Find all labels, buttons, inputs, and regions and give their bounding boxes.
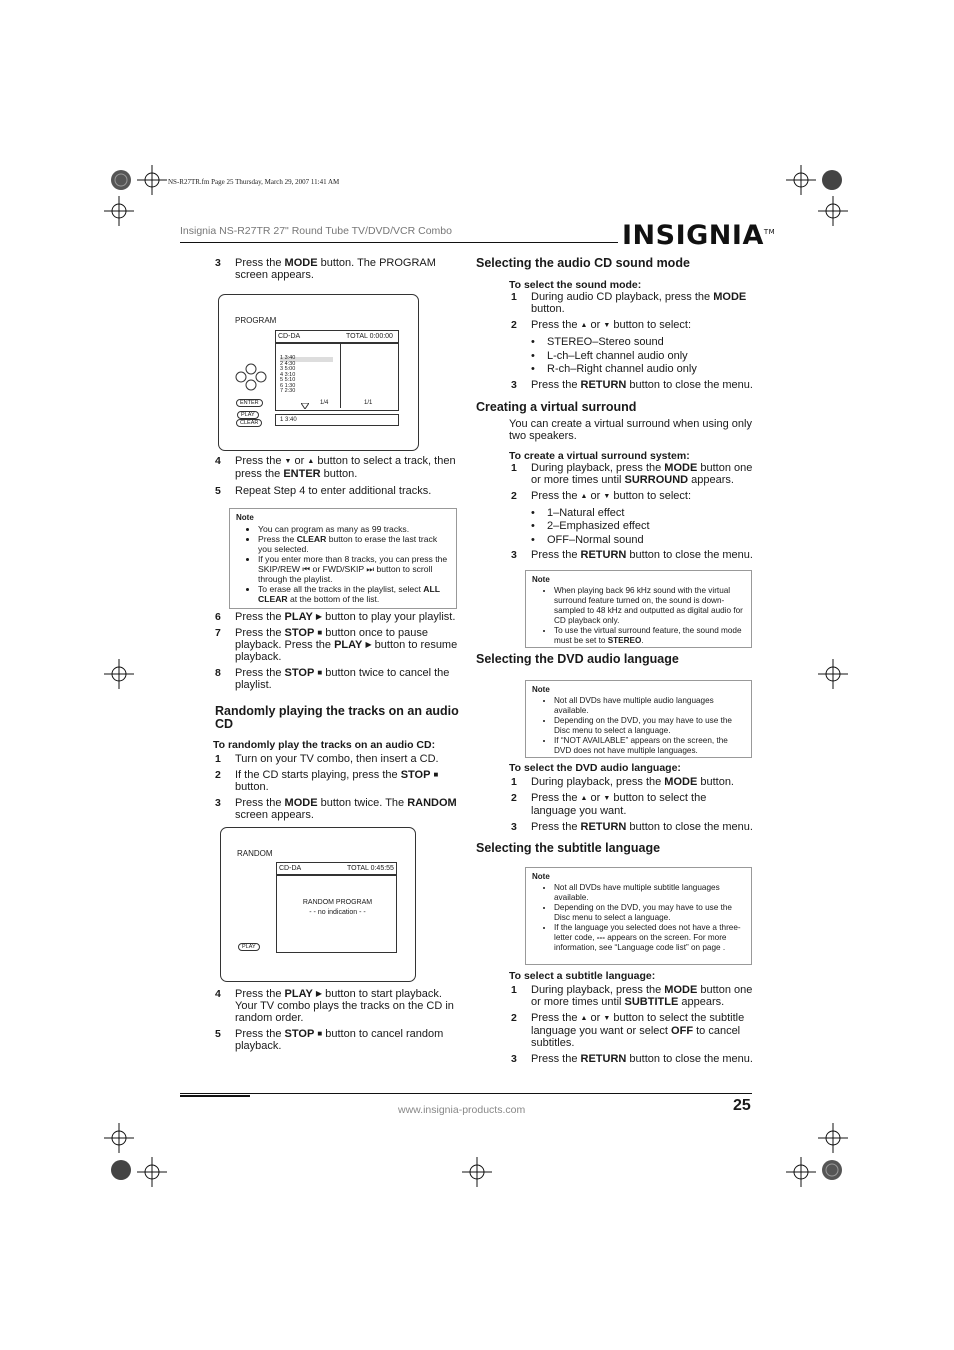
page-header-title: Insignia NS-R27TR 27" Round Tube TV/DVD/VCR Combo	[180, 225, 452, 237]
step: 3 Press the MODE button twice. The RANDOM screen appears.	[215, 797, 457, 821]
stop-icon: ■	[317, 668, 323, 677]
step: 7 Press the STOP ■ button once to pause playback. Press the PLAY ▶ button to resume playback.	[215, 627, 458, 663]
surround-option: • OFF–Normal sound	[531, 534, 754, 548]
program-track: 2 4:30	[280, 360, 296, 367]
crosshair-icon	[818, 659, 848, 689]
surround-option: • 1–Natural effect	[531, 507, 754, 521]
program-track: 5 5:10	[280, 377, 296, 383]
step: 6 Press the PLAY ▶ button to play your playlist.	[215, 611, 456, 623]
procedure-heading: To randomly play the tracks on an audio CD:	[213, 739, 436, 751]
procedure-heading: To select the sound mode:	[509, 279, 642, 291]
brand-logo: INSIGNIA™	[622, 220, 776, 251]
clear-button-icon: CLEAR	[236, 419, 262, 427]
right-column-subtitle	[476, 970, 754, 1065]
step: 2 If the CD starts playing, press the STOP ■ button.	[215, 769, 439, 793]
track-list-panel: 1 3:40 2 4:30 3 5:00 4 3:10 5 5:10 6 1:30 7 2:30 1/4 1/1	[275, 343, 399, 411]
paragraph: You can create a virtual surround when using only two speakers.	[509, 417, 752, 442]
stop-icon: ■	[317, 1029, 323, 1038]
play-button-icon: PLAY	[238, 943, 260, 951]
registration-mark-icon	[817, 165, 847, 195]
crosshair-icon	[137, 1157, 167, 1187]
step: 4 Press the PLAY ▶ button to start playback. Your TV combo plays the tracks on the CD in random order.	[215, 988, 454, 1024]
step: 1 Turn on your TV combo, then insert a CD.	[215, 753, 439, 765]
crosshair-icon	[104, 659, 134, 689]
screen-top-bar: CD-DA TOTAL 0:45:55	[276, 862, 397, 875]
down-triangle-icon	[301, 403, 309, 409]
procedure-heading: To create a virtual surround system:	[509, 449, 690, 462]
registration-mark-icon	[106, 165, 136, 195]
step: 3 Press the RETURN button to close the menu.	[511, 1053, 753, 1065]
note-box: Note • You can program as many as 99 tracks. • Press the CLEAR button to erase the last track you selected. • If you enter more than 8 tracks, you can press the SKIP/REW ⏮ or FWD/SKIP ⏭ button to scroll through the playlist. • To erase all the tracks in the playlist, select ALL CLEAR at the bottom of the list.	[229, 508, 457, 609]
option-list	[531, 336, 754, 377]
header-rule	[180, 242, 618, 243]
footer-rule-accent	[180, 1095, 250, 1097]
screen-top-bar: CD-DA TOTAL 0:00:00	[275, 330, 399, 343]
sound-mode-option: • R-ch–Right channel audio only	[531, 363, 754, 377]
step: 1 During playback, press the MODE button one or more times until SURROUND appears.	[511, 461, 753, 486]
section-heading: Selecting the DVD audio language	[476, 652, 679, 666]
step: 3 Press the MODE button. The PROGRAM screen appears.	[215, 257, 436, 281]
program-track: 3 5:00	[280, 366, 296, 372]
stop-icon: ■	[317, 628, 323, 637]
step: 2 Press the ▲ or ▼ button to select:	[511, 319, 754, 332]
stop-icon: ■	[433, 770, 439, 779]
note-box: Note • Not all DVDs have multiple subtitle languages available. • Depending on the DVD, you may have to use the Disc menu to select a language. • If the language you selected does not have a three-letter code, --- appears on the screen. For more information, see “Language code list” on page .	[525, 867, 752, 965]
left-column-steps-2	[215, 611, 460, 821]
step: 2 Press the ▲ or ▼ button to select:	[511, 490, 754, 503]
crosshair-icon	[104, 1123, 134, 1153]
step: 8 Press the STOP ■ button twice to cancel the playlist.	[215, 667, 450, 691]
section-heading: Selecting the audio CD sound mode	[476, 256, 690, 270]
enter-button-icon: ENTER	[236, 399, 263, 407]
right-column-dvd	[476, 762, 754, 855]
section-heading: Randomly playing the tracks on an audio CD	[215, 704, 459, 731]
step: 4 Press the ▼ or ▲ button to select a track, then press the ENTER button.	[215, 455, 460, 480]
step: 2 Press the ▲ or ▼ button to select the subtitle language you want or select OFF to cancel subtitles.	[511, 1012, 754, 1049]
skip-rew-icon: ⏮	[302, 564, 311, 574]
file-info: NS-R27TR.fm Page 25 Thursday, March 29, 2007 11:41 AM	[168, 178, 340, 186]
note-box: Note • When playing back 96 kHz sound with the virtual surround feature turned on, the sound is down-sampled to 48 kHz and outputted as digital audio for CD playback only. • To use the virtual surround feature, the sound mode must be set to STEREO.	[525, 570, 752, 648]
section-heading: Selecting the subtitle language	[476, 841, 661, 855]
arrow-pad-icon	[233, 363, 269, 391]
sound-mode-option: • STEREO–Stereo sound	[531, 336, 754, 350]
step: 1 During playback, press the MODE button.	[511, 776, 734, 788]
crosshair-icon	[818, 1123, 848, 1153]
random-message-panel: RANDOM PROGRAM - - no indication - -	[276, 875, 397, 953]
screen-title: PROGRAM	[235, 316, 277, 325]
crosshair-icon	[786, 1157, 816, 1187]
crosshair-icon	[462, 1157, 492, 1187]
program-track: 4 3:10	[280, 371, 296, 378]
crosshair-icon	[818, 196, 848, 226]
step: 3 Press the RETURN button to close the menu.	[511, 821, 753, 833]
program-track: 6 1:30	[280, 382, 296, 389]
program-track: 1 3:40	[280, 355, 296, 361]
step: 3 Press the RETURN button to close the menu.	[511, 378, 753, 391]
step: 3 Press the RETURN button to close the menu.	[511, 549, 753, 561]
procedure-heading: To select a subtitle language:	[509, 970, 656, 982]
selected-track-bar: 1 3:40	[275, 414, 399, 426]
crosshair-icon	[137, 165, 167, 195]
step: 5 Press the STOP ■ button to cancel random playback.	[215, 1028, 444, 1052]
step: 1 During audio CD playback, press the MODE button.	[511, 291, 747, 315]
left-column	[215, 257, 460, 281]
program-track: 7 2:30	[280, 388, 296, 394]
registration-mark-icon	[106, 1155, 136, 1185]
left-column-steps-3	[215, 988, 460, 1052]
step: 2 Press the ▲ or ▼ button to select the language you want.	[511, 792, 754, 817]
screen-title: RANDOM	[237, 849, 273, 858]
page-number: 25	[733, 1097, 751, 1114]
random-screen-illustration	[220, 827, 416, 982]
footer-url: www.insignia-products.com	[398, 1104, 526, 1116]
crosshair-icon	[104, 196, 134, 226]
sound-mode-option: • L-ch–Left channel audio only	[531, 350, 754, 364]
footer-rule	[180, 1093, 752, 1094]
left-column-steps	[215, 455, 460, 497]
note-box: Note • Not all DVDs have multiple audio languages available. • Depending on the DVD, you may have to use the Disc menu to select a language. • If “NOT AVAILABLE” appears on the screen, the DVD does not have multiple languages.	[525, 680, 752, 758]
option-list	[531, 507, 754, 548]
step: 1 During playback, press the MODE button one or more times until SUBTITLE appears.	[511, 984, 753, 1008]
step: 5 Repeat Step 4 to enter additional tracks.	[215, 485, 432, 497]
play-icon: ▶	[315, 989, 323, 998]
surround-option: • 2–Emphasized effect	[531, 520, 754, 534]
play-button-icon: PLAY	[237, 411, 259, 419]
crosshair-icon	[786, 165, 816, 195]
play-icon: ▶	[315, 612, 323, 621]
play-icon: ▶	[365, 640, 372, 649]
fwd-skip-icon: ⏭	[366, 564, 375, 574]
procedure-heading: To select the DVD audio language:	[509, 762, 681, 774]
registration-mark-icon	[817, 1155, 847, 1185]
program-screen-illustration	[218, 294, 419, 451]
section-heading: Creating a virtual surround	[476, 399, 637, 414]
right-column	[476, 257, 754, 561]
